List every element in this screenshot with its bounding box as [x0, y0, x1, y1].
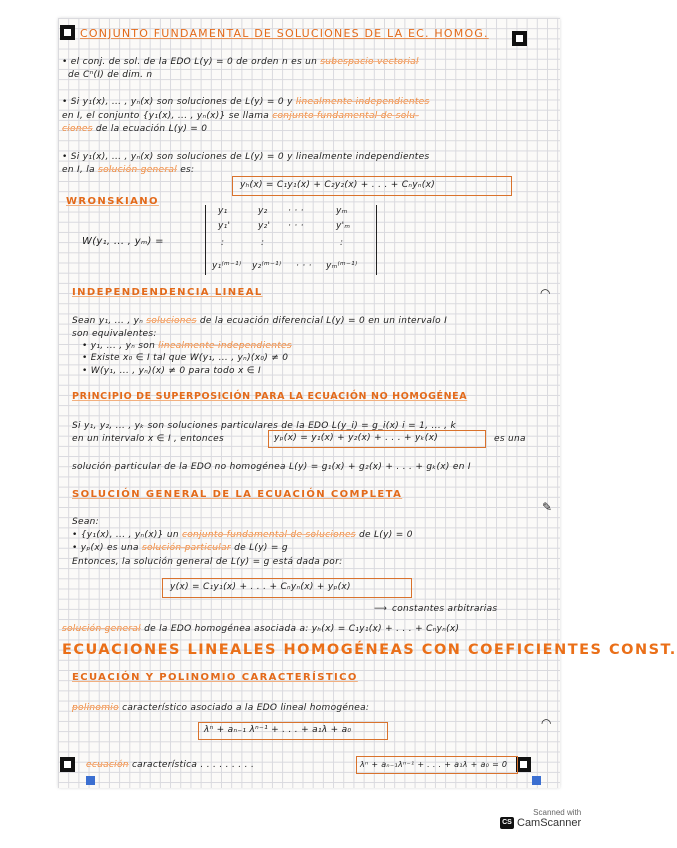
intro-line: en I, el conjunto {y₁(x), ... , yₙ(x)} se llama conjunto fundamental de solu-	[62, 111, 419, 121]
matrix-cell: y₁⁽ᵐ⁻¹⁾	[212, 261, 242, 271]
matrix-bracket-left	[205, 205, 206, 275]
matrix-cell: · · ·	[288, 206, 304, 216]
characteristic-equation-formula: λⁿ + aₙ₋₁λⁿ⁻¹ + . . . + a₁λ + a₀ = 0	[360, 760, 508, 769]
solucion-line: Entonces, la solución general de L(y) = g está dada por:	[72, 557, 343, 567]
intro-line: • Si y₁(x), ... , yₙ(x) son soluciones de L(y) = 0 y linealmente independientes	[62, 97, 430, 107]
constants-arrow: ⟶	[374, 604, 388, 614]
polynomial-formula: λⁿ + aₙ₋₁ λⁿ⁻¹ + . . . + a₁λ + a₀	[204, 725, 352, 735]
constants-note: constantes arbitrarias	[392, 604, 498, 614]
matrix-cell: :	[261, 238, 265, 248]
intro-line: • el conj. de sol. de la EDO L(y) = 0 de orden n es un subespacio vectorial	[62, 57, 419, 67]
matrix-cell: y₂'	[258, 221, 271, 231]
camscanner-label: CamScanner	[517, 817, 582, 829]
camscanner-logo-icon: CS	[500, 817, 514, 829]
independencia-bullet: • W(y₁, ... , yₙ)(x) ≠ 0 para todo x ∈ I	[82, 366, 261, 376]
section-heading-superposicion: PRINCIPIO DE SUPERPOSICIÓN PARA LA ECUACIÓN NO HOMOGÉNEA	[72, 391, 468, 402]
independencia-line: son equivalentes:	[72, 329, 157, 339]
matrix-cell: y₁	[218, 206, 228, 216]
matrix-bracket-right	[376, 205, 377, 275]
matrix-cell: y'ₘ	[336, 221, 351, 231]
camscanner-brand	[500, 817, 581, 829]
chapter-heading: ECUACIONES LINEALES HOMOGÉNEAS CON COEFICIENTES CONST.	[62, 642, 677, 658]
matrix-cell: yₘ⁽ᵐ⁻¹⁾	[326, 261, 358, 271]
particular-solution-formula: yₚ(x) = y₁(x) + y₂(x) + . . . + yₖ(x)	[274, 433, 439, 443]
matrix-cell: · · ·	[296, 261, 312, 271]
scanned-with-label: Scanned with	[533, 808, 582, 817]
polynomial-line: polinomio característico asociado a la EDO lineal homogénea:	[72, 703, 370, 713]
section-heading-solucion-general: SOLUCIÓN GENERAL DE LA ECUACIÓN COMPLETA	[72, 489, 403, 500]
section-heading-wronskiano: WRONSKIANO	[66, 196, 159, 207]
scan-corner-marker	[60, 757, 75, 772]
section-heading-independencia: INDEPENDENDENCIA LINEAL	[72, 287, 263, 298]
equation-line: ecuación característica . . . . . . . . .	[86, 760, 255, 770]
matrix-cell: y₂⁽ᵐ⁻¹⁾	[252, 261, 282, 271]
solucion-bullet: • {y₁(x), ... , yₙ(x)} un conjunto fundamental de soluciones de L(y) = 0	[72, 530, 413, 540]
intro-line: • Si y₁(x), ... , yₙ(x) son soluciones de L(y) = 0 y linealmente independientes	[62, 152, 430, 162]
margin-doodle: ◠	[541, 716, 552, 730]
section-heading-polinomio: ECUACIÓN Y POLINOMIO CARACTERÍSTICO	[72, 672, 358, 683]
matrix-cell: yₘ	[336, 206, 348, 216]
superposicion-line: Si y₁, y₂, ... , yₖ son soluciones particulares de la EDO L(y_i) = g_i(x) i = 1, ... , k	[72, 421, 456, 431]
superposicion-line: en un intervalo x ∈ I , entonces	[72, 434, 224, 444]
intro-line: de Cⁿ(I) de dim. n	[68, 70, 153, 80]
superposicion-line: es una	[494, 434, 526, 444]
matrix-cell: y₂	[258, 206, 268, 216]
scan-corner-marker	[512, 31, 527, 46]
scan-marker	[86, 776, 95, 785]
page-title: CONJUNTO FUNDAMENTAL DE SOLUCIONES DE LA EC. HOMOG.	[80, 27, 489, 40]
intro-line: ciones de la ecuación L(y) = 0	[62, 124, 208, 134]
matrix-cell: :	[221, 238, 225, 248]
homogeneous-solution-line: solución general de la EDO homogénea asociada a: yₕ(x) = C₁y₁(x) + . . . + Cₙyₙ(x)	[62, 624, 460, 634]
general-solution-formula: yₕ(x) = C₁y₁(x) + C₂y₂(x) + . . . + Cₙyₙ(x)	[240, 180, 436, 190]
independencia-bullet: • y₁, ... , yₙ son linealmente independientes	[82, 341, 292, 351]
matrix-cell: · · ·	[288, 221, 304, 231]
scan-marker	[532, 776, 541, 785]
wronskian-lhs: W(y₁, ... , yₘ) =	[82, 236, 164, 247]
scan-corner-marker	[516, 757, 531, 772]
intro-line: en I, la solución general es:	[62, 165, 195, 175]
matrix-cell: y₁'	[218, 221, 231, 231]
solucion-bullet: • yₚ(x) es una solución particular de L(y) = g	[72, 543, 288, 553]
matrix-cell: :	[340, 238, 344, 248]
margin-doodle: ◠	[540, 286, 551, 300]
margin-doodle: ✎	[542, 500, 553, 514]
solucion-line: Sean:	[72, 517, 100, 527]
independencia-bullet: • Existe x₀ ∈ I tal que W(y₁, ... , yₙ)(x₀) ≠ 0	[82, 353, 289, 363]
superposicion-line: solución particular de la EDO no homogénea L(y) = g₁(x) + g₂(x) + . . . + gₖ(x) en I	[72, 462, 471, 472]
camscanner-watermark	[500, 808, 581, 829]
scan-corner-marker	[60, 25, 75, 40]
complete-solution-formula: y(x) = C₁y₁(x) + . . . + Cₙyₙ(x) + yₚ(x)	[170, 582, 351, 592]
independencia-line: Sean y₁, ... , yₙ soluciones de la ecuación diferencial L(y) = 0 en un intervalo I	[72, 316, 448, 326]
